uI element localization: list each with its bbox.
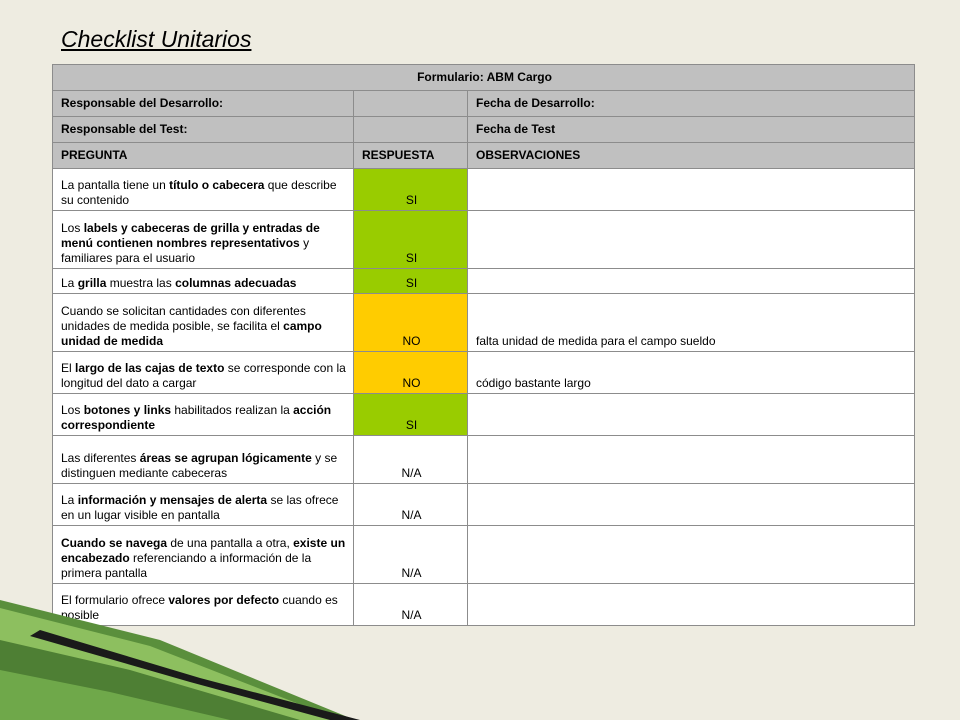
question-emphasis: labels y cabeceras de grilla y entradas de menú contienen nombres representativos [61,221,320,250]
answer-cell-na[interactable]: N/A [354,584,468,626]
answer-cell-na[interactable]: N/A [354,526,468,584]
dev-responsible-value[interactable] [354,91,468,117]
question-text: de una pantalla a otra, [167,536,294,550]
question-emphasis: largo de las cajas de texto [75,361,225,375]
test-responsible-value[interactable] [354,117,468,143]
checklist-row [53,294,915,352]
column-header-answer: RESPUESTA [354,143,468,169]
question-emphasis: grilla [77,276,107,290]
observation-cell[interactable] [468,484,915,526]
question-text: Cuando se solicitan cantidades con diferentes unidades de medida posible, se facilita el [61,304,306,333]
observation-cell[interactable] [468,584,915,626]
question-emphasis: información y mensajes de alerta [77,493,268,507]
answer-cell-si[interactable]: SI [354,211,468,269]
observation-cell[interactable] [468,526,915,584]
dev-responsible-label: Responsable del Desarrollo: [53,91,354,117]
form-title: Formulario: ABM Cargo [53,65,915,91]
question-text: Las diferentes [61,451,140,465]
observation-cell[interactable]: falta unidad de medida para el campo sueldo [468,294,915,352]
column-header-question: PREGUNTA [53,143,354,169]
column-header-observations: OBSERVACIONES [468,143,915,169]
question-text: se las ofrece en un lugar visible en pantalla [61,493,339,522]
checklist-table [52,64,915,626]
question-text: La [61,276,78,290]
test-date-label: Fecha de Test [468,117,915,143]
checklist-row [53,352,915,394]
checklist-row [53,394,915,436]
test-responsible-label: Responsable del Test: [53,117,354,143]
question-text: habilitados realizan la [171,403,294,417]
observation-cell[interactable] [468,169,915,211]
question-text: El formulario ofrece [61,593,169,607]
observation-cell[interactable]: código bastante largo [468,352,915,394]
checklist-row [53,169,915,211]
observation-cell[interactable] [468,436,915,484]
question-text: Los [61,221,84,235]
question-cell [53,294,354,352]
observation-cell[interactable] [468,394,915,436]
answer-cell-si[interactable]: SI [354,169,468,211]
question-text: La pantalla tiene un [61,178,170,192]
answer-cell-na[interactable]: N/A [354,484,468,526]
question-text: El [61,361,76,375]
question-text: cuando es posible [61,593,338,622]
column-header-row [53,143,915,169]
answer-cell-na[interactable]: N/A [354,436,468,484]
question-emphasis: valores por defecto [168,593,280,607]
question-cell [53,394,354,436]
question-cell [53,526,354,584]
question-text: Los [61,403,84,417]
question-emphasis: columnas adecuadas [175,276,297,290]
dev-responsible-row [53,91,915,117]
dev-date-label: Fecha de Desarrollo: [468,91,915,117]
answer-cell-si[interactable]: SI [354,269,468,294]
observation-cell[interactable] [468,269,915,294]
question-cell [53,211,354,269]
question-emphasis: título o cabecera [169,178,265,192]
checklist-body [53,65,915,626]
question-emphasis: Cuando se navega [61,536,168,550]
checklist-row [53,269,915,294]
test-responsible-row [53,117,915,143]
checklist-row [53,211,915,269]
decorative-corner-stripes [0,600,360,720]
question-cell [53,269,354,294]
question-cell [53,484,354,526]
answer-cell-si[interactable]: SI [354,394,468,436]
checklist-row [53,526,915,584]
question-cell [53,169,354,211]
observation-cell[interactable] [468,211,915,269]
checklist-row [53,436,915,484]
page-title: Checklist Unitarios [61,26,252,52]
answer-cell-no[interactable]: NO [354,352,468,394]
question-text: muestra las [106,276,176,290]
question-cell [53,352,354,394]
question-text: que describe su contenido [61,178,337,207]
checklist-row [53,484,915,526]
question-emphasis: botones y links [83,403,172,417]
question-emphasis: existe un encabezado [61,536,346,565]
question-emphasis: campo unidad de medida [61,319,322,348]
answer-cell-no[interactable]: NO [354,294,468,352]
form-title-row [53,65,915,91]
question-cell [53,436,354,484]
question-text: y se distinguen mediante cabeceras [61,451,338,480]
question-text: y familiares para el usuario [61,236,310,265]
question-text: referenciando a información de la primera pantalla [61,551,312,580]
question-text: se corresponde con la longitud del dato a cargar [61,361,346,390]
question-text: La [61,493,78,507]
question-emphasis: acción correspondiente [61,403,332,432]
question-emphasis: áreas se agrupan lógicamente [139,451,312,465]
